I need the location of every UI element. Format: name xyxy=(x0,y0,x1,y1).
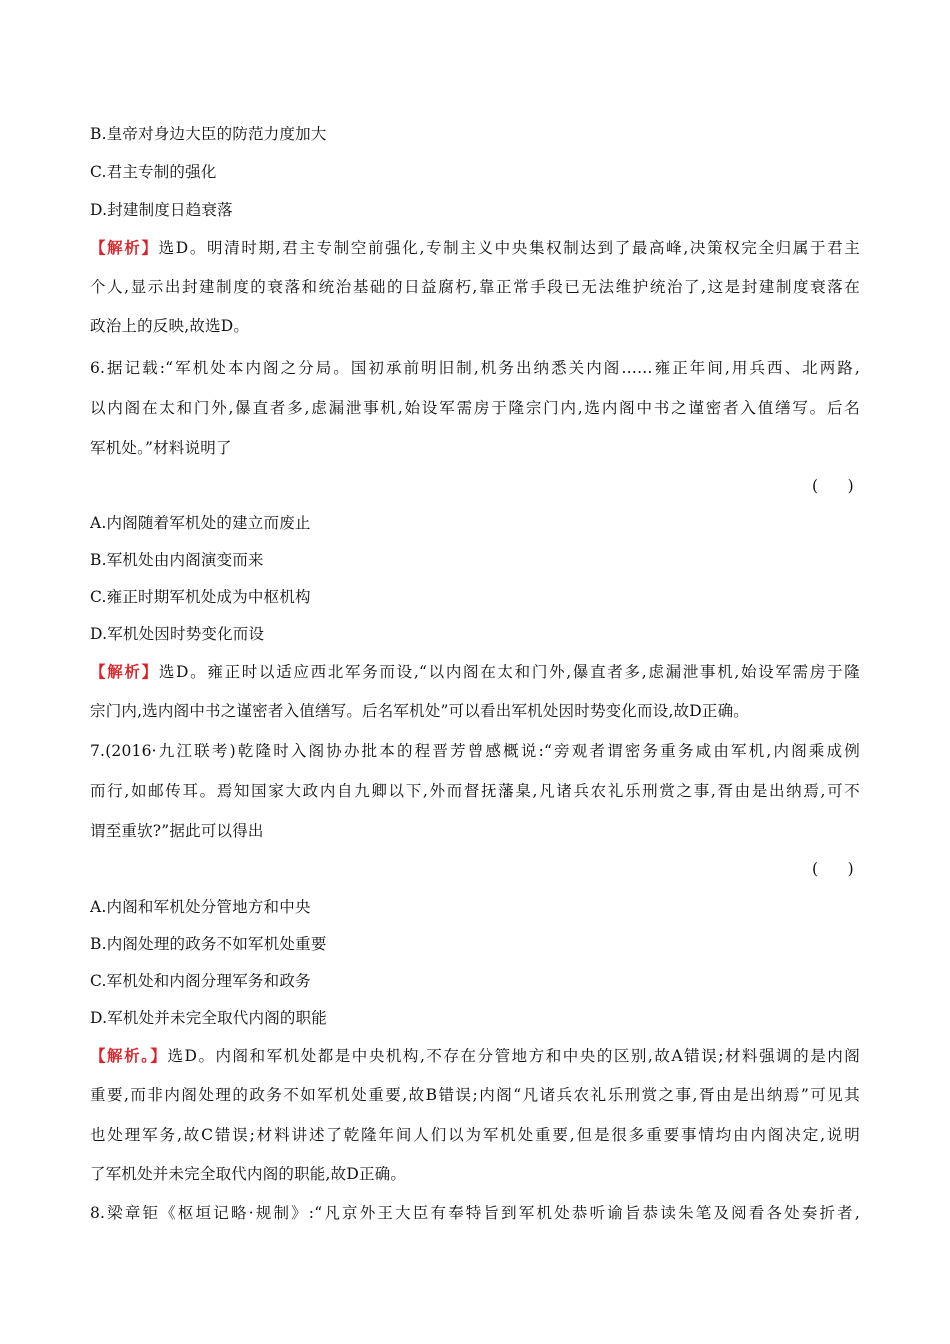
analysis-tag: 【解析。】 xyxy=(90,1046,168,1065)
q7-analysis-line-2: 重要,而非内阁处理的政务不如军机处重要,故B错误;内阁“凡诸兵农礼乐刑赏之事,胥由是出纳焉”可见其 xyxy=(90,1086,860,1104)
q7-analysis-line-1: 【解析。】选D。内阁和军机处都是中央机构,不存在分管地方和中央的区别,故A错误;材料强调的是内阁 xyxy=(90,1046,860,1065)
q5-option-b: B.皇帝对身边大臣的防范力度加大 xyxy=(90,125,327,143)
q6-analysis-line-1: 【解析】选D。雍正时以适应西北军务而设,“以内阁在太和门外,儤直者多,虑漏泄事机,始设军需房于隆 xyxy=(90,662,860,681)
analysis-tag: 【解析】 xyxy=(90,662,159,681)
q7-stem-line-2: 而行,如邮传耳。焉知国家大政内自九卿以下,外而督抚藩臬,凡诸兵农礼乐刑赏之事,胥由是出纳焉,可不 xyxy=(90,782,860,800)
q5-option-d: D.封建制度日趋衰落 xyxy=(90,201,233,219)
q8-stem-line-1: 8.梁章钜《枢垣记略·规制》:“凡京外王大臣有奉特旨到军机处恭听谕旨恭读朱笔及阅看各处奏折者, xyxy=(90,1204,860,1222)
q6-option-d: D.军机处因时势变化而设 xyxy=(90,625,265,643)
q6-option-c: C.雍正时期军机处成为中枢机构 xyxy=(90,588,311,606)
q6-stem-line-3: 军机处。”材料说明了 xyxy=(90,439,232,457)
q7-analysis-line-4: 了军机处并未完全取代内阁的职能,故D正确。 xyxy=(90,1165,407,1183)
q5-analysis-line-2: 个人,显示出封建制度的衰落和统治基础的日益腐朽,靠正常手段已无法维护统治了,这是封建制度衰落在 xyxy=(90,278,860,296)
q7-answer-parens: ( ) xyxy=(812,860,854,878)
q6-stem-line-2: 以内阁在太和门外,儤直者多,虑漏泄事机,始设军需房于隆宗门内,选内阁中书之谨密者入值缮写。后名 xyxy=(90,399,860,417)
q5-analysis-line-1: 【解析】选D。明清时期,君主专制空前强化,专制主义中央集权制达到了最高峰,决策权完全归属于君主 xyxy=(90,238,860,257)
q6-option-a: A.内阁随着军机处的建立而废止 xyxy=(90,514,311,532)
q7-option-b: B.内阁处理的政务不如军机处重要 xyxy=(90,935,327,953)
q5-analysis-line-3: 政治上的反映,故选D。 xyxy=(90,317,250,335)
q7-analysis-line-3: 也处理军务,故C错误;材料讲述了乾隆年间人们以为军机处重要,但是很多重要事情均由内阁决定,说明 xyxy=(90,1126,860,1144)
q7-stem-line-1: 7.(2016·九江联考)乾隆时入阁协办批本的程晋芳曾感概说:“旁观者谓密务重务咸由军机,内阁乘成例 xyxy=(90,742,860,760)
q7-option-c: C.军机处和内阁分理军务和政务 xyxy=(90,972,311,990)
q5-option-c: C.君主专制的强化 xyxy=(90,163,217,181)
q7-stem-line-3: 谓至重欤?”据此可以得出 xyxy=(90,822,264,840)
q6-answer-parens: ( ) xyxy=(812,477,854,495)
q6-stem-line-1: 6.据记载:“军机处本内阁之分局。国初承前明旧制,机务出纳悉关内阁……雍正年间,用兵西、北两路, xyxy=(90,359,860,377)
q7-option-a: A.内阁和军机处分管地方和中央 xyxy=(90,898,311,916)
q6-option-b: B.军机处由内阁演变而来 xyxy=(90,551,264,569)
q6-analysis-line-2: 宗门内,选内阁中书之谨密者入值缮写。后名军机处”可以看出军机处因时势变化而设,故D正确。 xyxy=(90,702,750,720)
analysis-tag: 【解析】 xyxy=(90,238,159,257)
q7-option-d: D.军机处并未完全取代内阁的职能 xyxy=(90,1009,328,1027)
